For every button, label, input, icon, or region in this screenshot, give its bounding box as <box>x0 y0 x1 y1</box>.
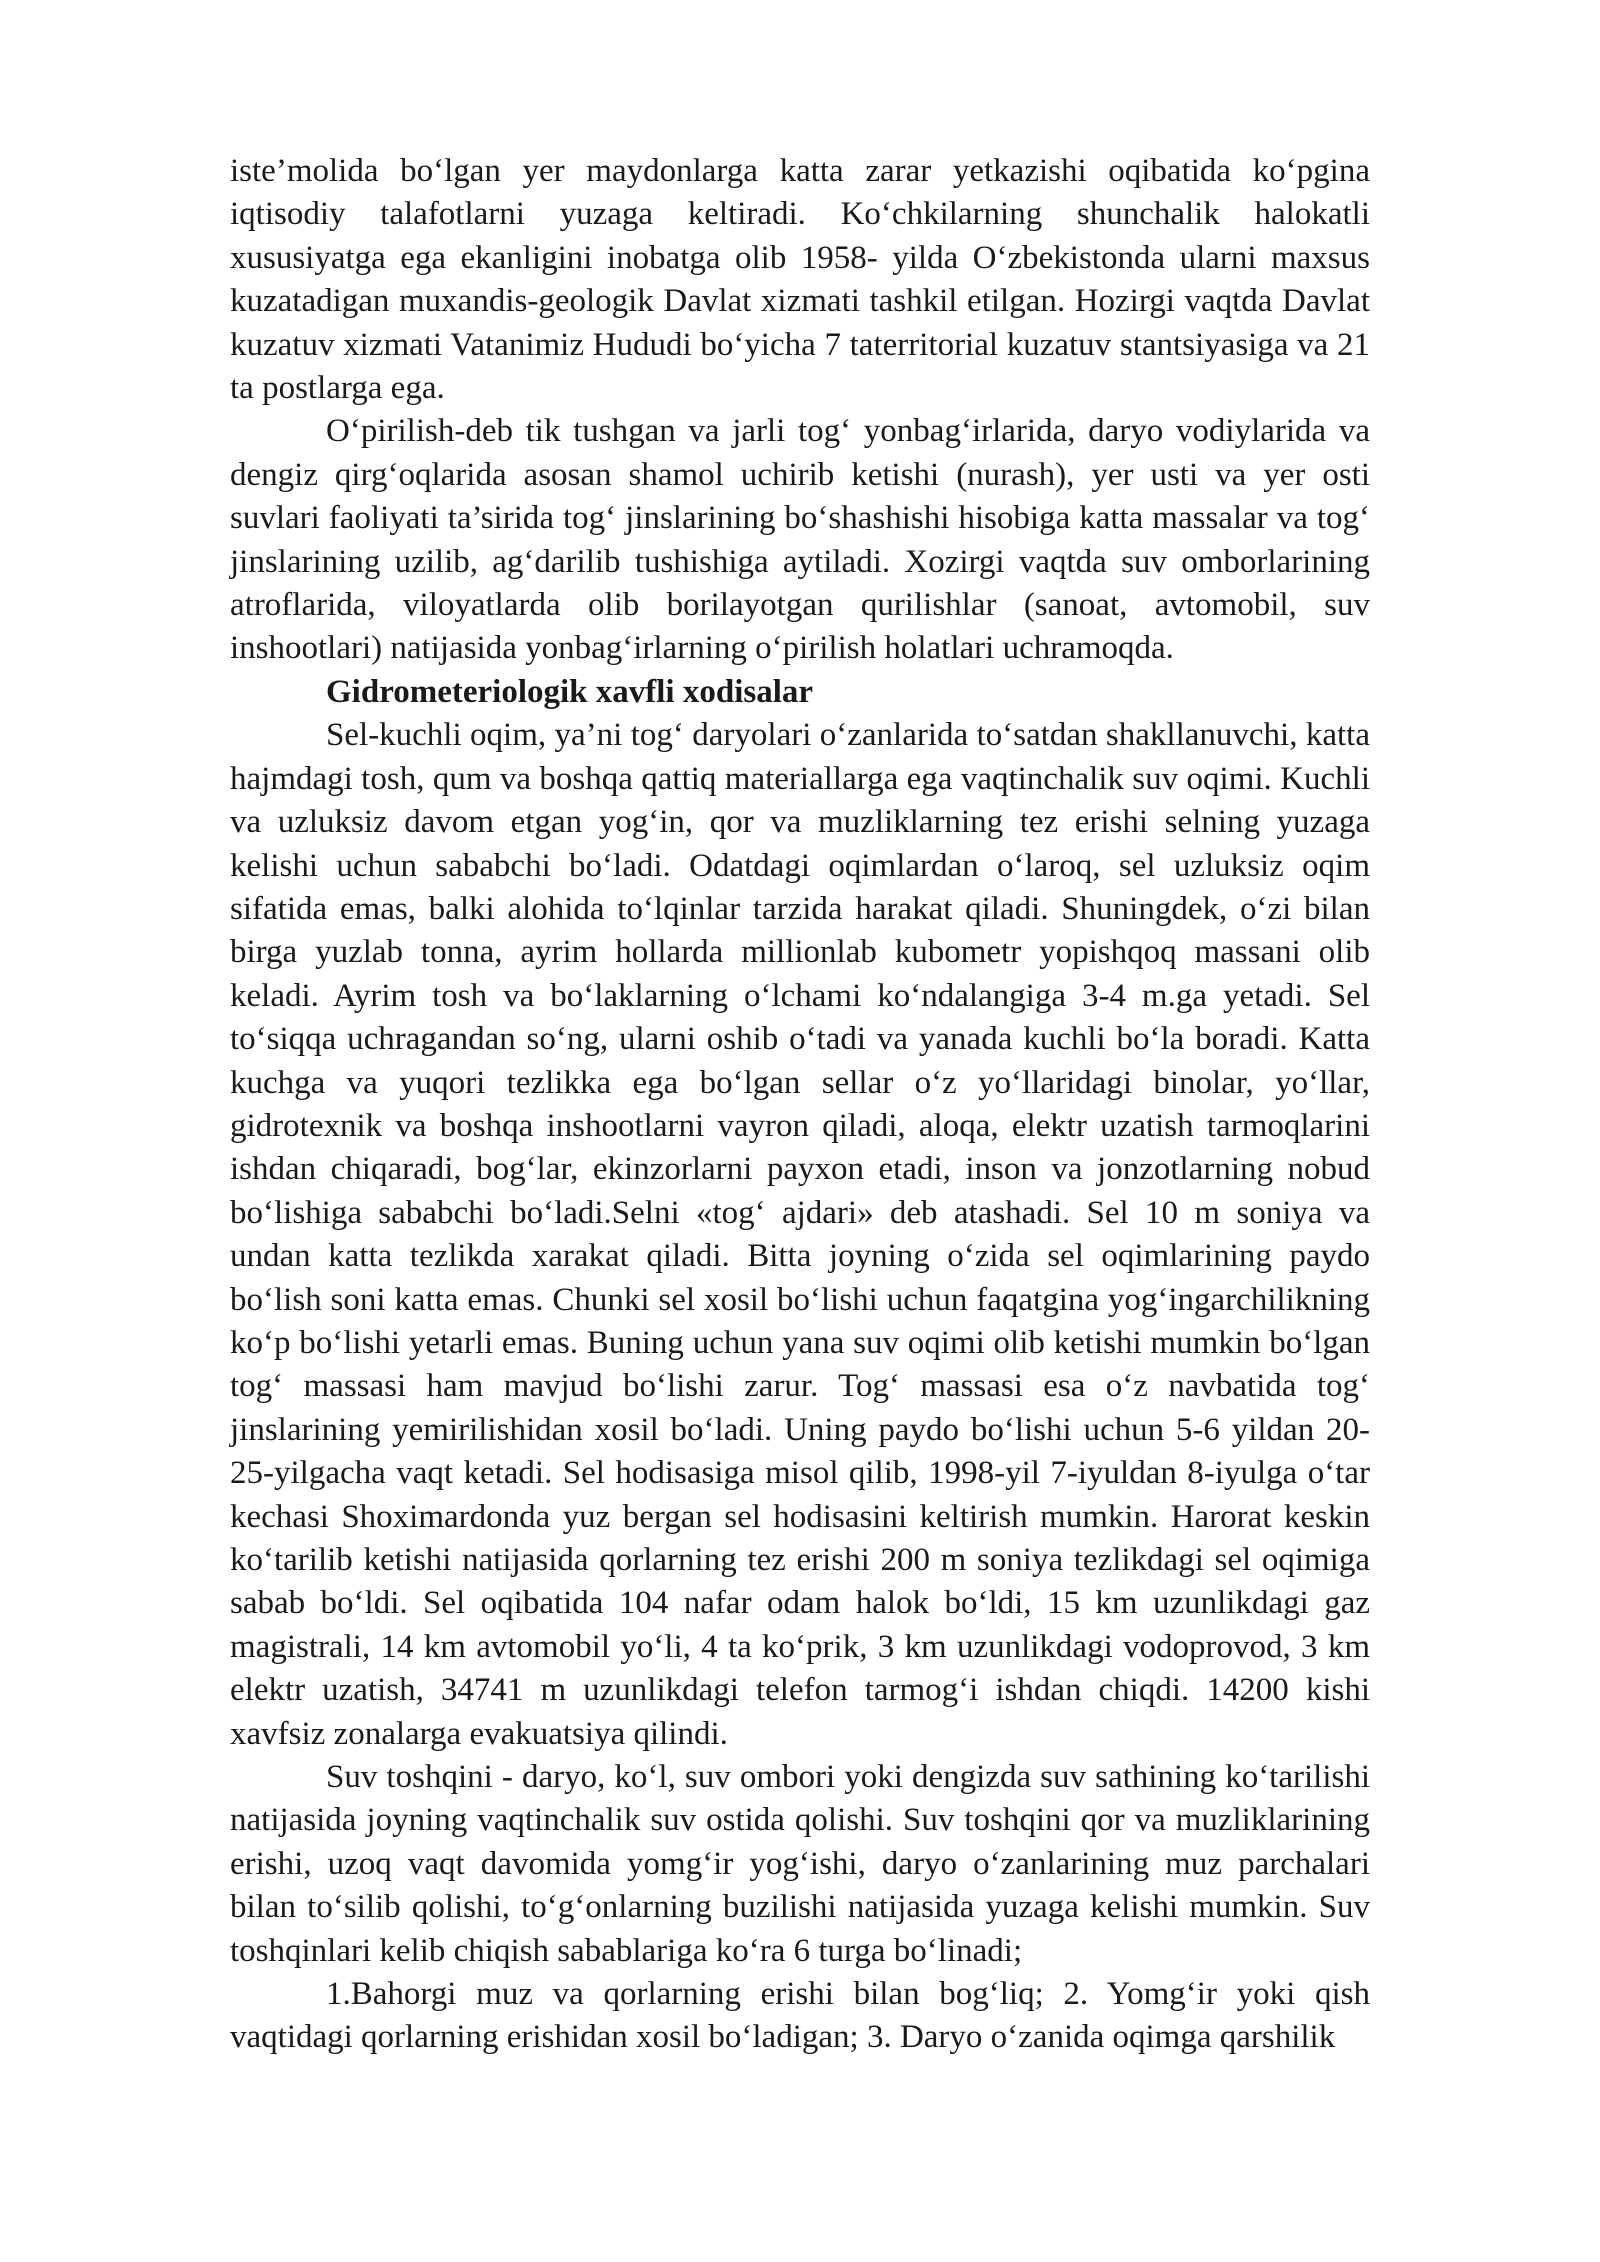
paragraph-landslides-continued: iste’molida bo‘lgan yer maydonlarga katta zarar yetkazishi oqibatida ko‘pgina iqtisodiy talafotlarni yuzaga keltiradi. Ko‘chkilarning shunchalik halokatli xususiyatga ega ekanligini inobatga olib 1958- yilda O‘zbekistonda ularni maxsus kuzatadigan muxandis-geologik Davlat xizmati tashkil etilgan. Hozirgi vaqtda Davlat kuzatuv xizmati Vatanimiz Hududi bo‘yicha 7 taterritorial kuzatuv stantsiyasiga va 21 ta postlarga ega. <box>230 153 1370 407</box>
paragraph-mudflow: Sel-kuchli oqim, ya’ni tog‘ daryolari o‘zanlarida to‘satdan shakllanuvchi, katta hajmdagi tosh, qum va boshqa qattiq materiallarga ega vaqtinchalik suv oqimi. Kuchli va uzluksiz davom etgan yog‘in, qor va muzliklarning tez erishi selning yuzaga kelishi uchun sababchi bo‘ladi. Odatdagi oqimlardan o‘laroq, sel uzluksiz oqim sifatida emas, balki alohida to‘lqinlar tarzida harakat qiladi. Shuningdek, o‘zi bilan birga yuzlab tonna, ayrim hollarda millionlab kubometr yopishqoq massani olib keladi. Ayrim tosh va bo‘laklarning o‘lchami ko‘ndalangiga 3-4 m.ga yetadi. Sel to‘siqqa uchragandan so‘ng, ularni oshib o‘tadi va yanada kuchli bo‘la boradi. Katta kuchga va yuqori tezlikka ega bo‘lgan sellar o‘z yo‘llaridagi binolar, yo‘llar, gidrotexnik va boshqa inshootlarni vayron qiladi, aloqa, elektr uzatish tarmoqlarini ishdan chiqaradi, bog‘lar, ekinzorlarni payxon etadi, inson va jonzotlarning nobud bo‘lishiga sababchi bo‘ladi.Selni «tog‘ ajdari» deb atashadi. Sel 10 m soniya va undan katta tezlikda xarakat qiladi. Bitta joyning o‘zida sel oqimlarining paydo bo‘lish soni katta emas. Chunki sel xosil bo‘lishi uchun faqatgina yog‘ingarchilikning ko‘p bo‘lishi yetarli emas. Buning uchun yana suv oqimi olib ketishi mumkin bo‘lgan tog‘ massasi ham mavjud bo‘lishi zarur. Tog‘ massasi esa o‘z navbatida tog‘ jinslarining yemirilishidan xosil bo‘ladi. Uning paydo bo‘lishi uchun 5-6 yildan 20-25-yilgacha vaqt ketadi. Sel hodisasiga misol qilib, 1998-yil 7-iyuldan 8-iyulga o‘tar kechasi Shoximardonda yuz bergan sel hodisasini keltirish mumkin. Harorat keskin ko‘tarilib ketishi natijasida qorlarning tez erishi 200 m soniya tezlikdagi sel oqimiga sabab bo‘ldi. Sel oqibatida 104 nafar odam halok bo‘ldi, 15 km uzunlikdagi gaz magistrali, 14 km avtomobil yo‘li, 4 ta ko‘prik, 3 km uzunlikdagi vodoprovod, 3 km elektr uzatish, 34741 m uzunlikdagi telefon tarmog‘i ishdan chiqdi. 14200 kishi xavfsiz zonalarga evakuatsiya qilindi. <box>230 717 1370 1752</box>
paragraph-collapse: O‘pirilish-deb tik tushgan va jarli tog‘ yonbag‘irlarida, daryo vodiylarida va dengiz qirg‘oqlarida asosan shamol uchirib ketishi (nurash), yer usti va yer osti suvlari faoliyati ta’sirida tog‘ jinslarining bo‘shashishi hisobiga katta massalar va tog‘ jinslarining uzilib, ag‘darilib tushishiga aytiladi. Xozirgi vaqtda suv omborlarining atroflarida, viloyatlarda olib borilayotgan qurilishlar (sanoat, avtomobil, suv inshootlari) natijasida yonbag‘irlarning o‘pirilish holatlari uchramoqda. <box>230 413 1370 667</box>
section-heading: Gidrometeriologik xavfli xodisalar <box>326 673 814 710</box>
document-page <box>230 150 1370 2060</box>
paragraph-flood-types: 1.Bahorgi muz va qorlarning erishi bilan bog‘liq; 2. Yomg‘ir yoki qish vaqtidagi qorlarning erishidan xosil bo‘ladigan; 3. Daryo o‘zanida oqimga qarshilik <box>230 1976 1370 2056</box>
paragraph-flood: Suv toshqini - daryo, ko‘l, suv ombori yoki dengizda suv sathining ko‘tarilishi natijasida joyning vaqtinchalik suv ostida qolishi. Suv toshqini qor va muzliklarining erishi, uzoq vaqt davomida yomg‘ir yog‘ishi, daryo o‘zanlarining muz parchalari bilan to‘silib qolishi, to‘g‘onlarning buzilishi natijasida yuzaga kelishi mumkin. Suv toshqinlari kelib chiqish sabablariga ko‘ra 6 turga bo‘linadi; <box>230 1759 1370 1969</box>
